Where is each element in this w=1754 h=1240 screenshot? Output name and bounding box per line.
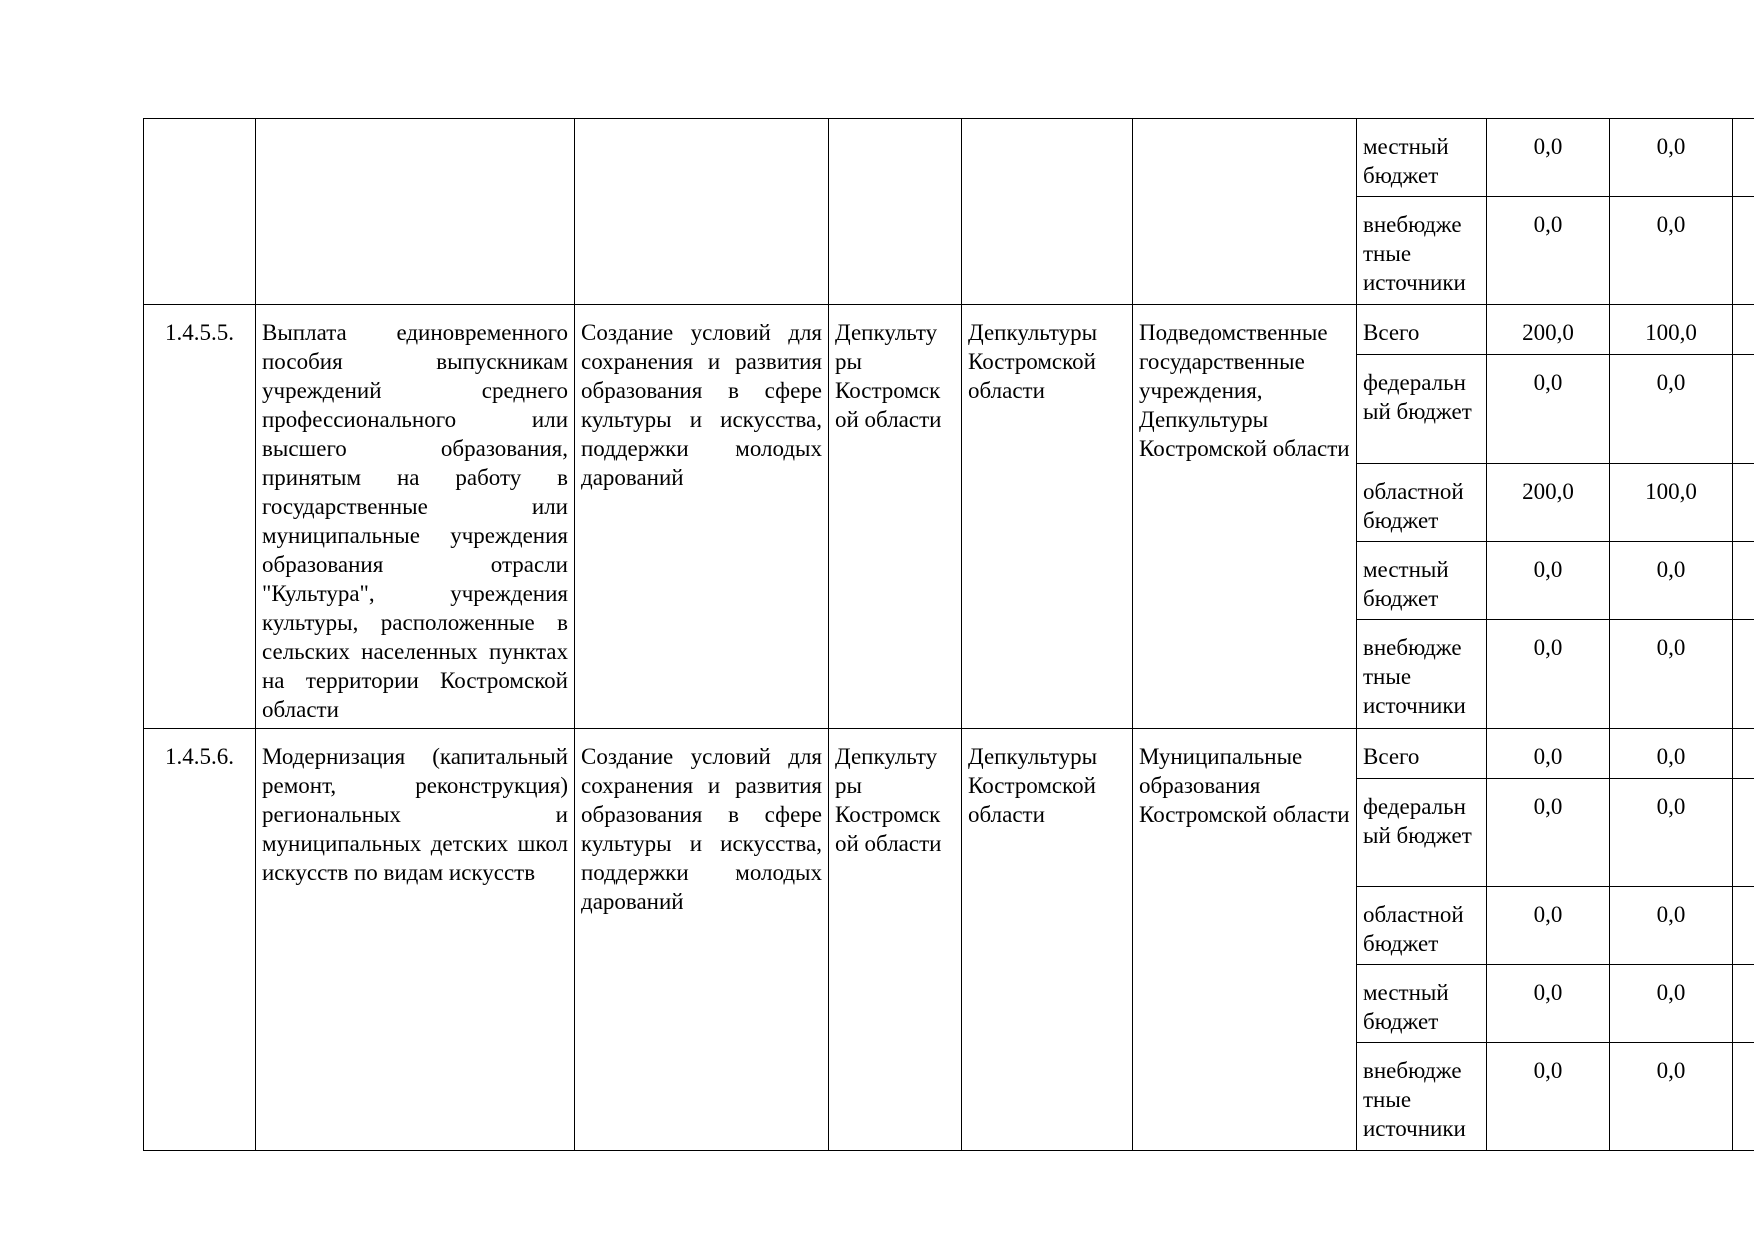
cell-coexecutor [962, 119, 1133, 305]
cell-activity-name: Выплата единовременного пособия выпускникам учреждений среднего профессионального или высшего образования, принятым на работу в государственные или муниципальные учреждения образования отрасли "Культура", учреждения культуры, расположенные в сельских населенных пунктах на территории Костромской области [256, 305, 575, 729]
cell-value-1: 0,0 [1487, 729, 1610, 779]
cell-value-1: 200,0 [1487, 305, 1610, 355]
cell-responsible [829, 119, 962, 305]
cell-value-1: 0,0 [1487, 119, 1610, 197]
cell-value-1: 0,0 [1487, 779, 1610, 887]
cell-cut-off [1733, 305, 1754, 355]
table-row [144, 305, 1754, 355]
cell-value-1: 0,0 [1487, 542, 1610, 620]
cell-funding-source: Всего [1357, 305, 1487, 355]
cell-value-1: 0,0 [1487, 197, 1610, 305]
cell-activity-name: Модернизация (капитальный ремонт, реконструкция) региональных и муниципальных детских школ искусств по видам искусств [256, 729, 575, 1151]
cell-value-2: 0,0 [1610, 1043, 1733, 1151]
cell-value-1: 0,0 [1487, 887, 1610, 965]
cell-value-1: 0,0 [1487, 355, 1610, 464]
cell-cut-off [1733, 887, 1754, 965]
cell-cut-off [1733, 463, 1754, 541]
cell-responsible: Депкульту ры Костромск ой области [829, 305, 962, 729]
cell-cut-off [1733, 355, 1754, 464]
cell-cut-off [1733, 729, 1754, 779]
cell-cut-off [1733, 620, 1754, 729]
cell-goal [575, 119, 829, 305]
cell-cut-off [1733, 119, 1754, 197]
cell-cut-off [1733, 779, 1754, 887]
cell-cut-off [1733, 1043, 1754, 1151]
cell-value-2: 0,0 [1610, 965, 1733, 1043]
cell-code: 1.4.5.5. [144, 305, 256, 729]
cell-value-2: 100,0 [1610, 305, 1733, 355]
cell-value-1: 200,0 [1487, 463, 1610, 541]
cell-cut-off [1733, 197, 1754, 305]
cell-recipients: Подведомственные государственные учреждения, Депкультуры Костромской области [1133, 305, 1357, 729]
cell-funding-source: федеральн ый бюджет [1357, 355, 1487, 464]
cell-cut-off [1733, 965, 1754, 1043]
cell-funding-source: федеральн ый бюджет [1357, 779, 1487, 887]
cell-funding-source: местный бюджет [1357, 542, 1487, 620]
cell-cut-off [1733, 542, 1754, 620]
cell-recipients [1133, 119, 1357, 305]
cell-value-2: 0,0 [1610, 119, 1733, 197]
cell-funding-source: внебюдже тные источники [1357, 1043, 1487, 1151]
cell-coexecutor: Депкультуры Костромской области [962, 729, 1133, 1151]
cell-value-2: 0,0 [1610, 620, 1733, 729]
cell-value-2: 100,0 [1610, 463, 1733, 541]
program-activities-table [143, 118, 1754, 1151]
cell-value-1: 0,0 [1487, 965, 1610, 1043]
cell-funding-source: внебюдже тные источники [1357, 197, 1487, 305]
cell-value-2: 0,0 [1610, 887, 1733, 965]
cell-value-1: 0,0 [1487, 1043, 1610, 1151]
cell-funding-source: местный бюджет [1357, 965, 1487, 1043]
cell-value-2: 0,0 [1610, 779, 1733, 887]
cell-value-2: 0,0 [1610, 542, 1733, 620]
table-row [144, 729, 1754, 779]
cell-value-2: 0,0 [1610, 197, 1733, 305]
cell-value-2: 0,0 [1610, 729, 1733, 779]
cell-coexecutor: Депкультуры Костромской области [962, 305, 1133, 729]
cell-code [144, 119, 256, 305]
cell-funding-source: областной бюджет [1357, 887, 1487, 965]
table-row [144, 119, 1754, 197]
cell-funding-source: местный бюджет [1357, 119, 1487, 197]
cell-value-2: 0,0 [1610, 355, 1733, 464]
cell-funding-source: областной бюджет [1357, 463, 1487, 541]
cell-goal: Создание условий для сохранения и развития образования в сфере культуры и искусства, поддержки молодых дарований [575, 729, 829, 1151]
cell-goal: Создание условий для сохранения и развития образования в сфере культуры и искусства, поддержки молодых дарований [575, 305, 829, 729]
cell-code: 1.4.5.6. [144, 729, 256, 1151]
cell-funding-source: внебюдже тные источники [1357, 620, 1487, 729]
cell-responsible: Депкульту ры Костромск ой области [829, 729, 962, 1151]
cell-funding-source: Всего [1357, 729, 1487, 779]
cell-value-1: 0,0 [1487, 620, 1610, 729]
cell-activity-name [256, 119, 575, 305]
cell-recipients: Муниципальные образования Костромской области [1133, 729, 1357, 1151]
